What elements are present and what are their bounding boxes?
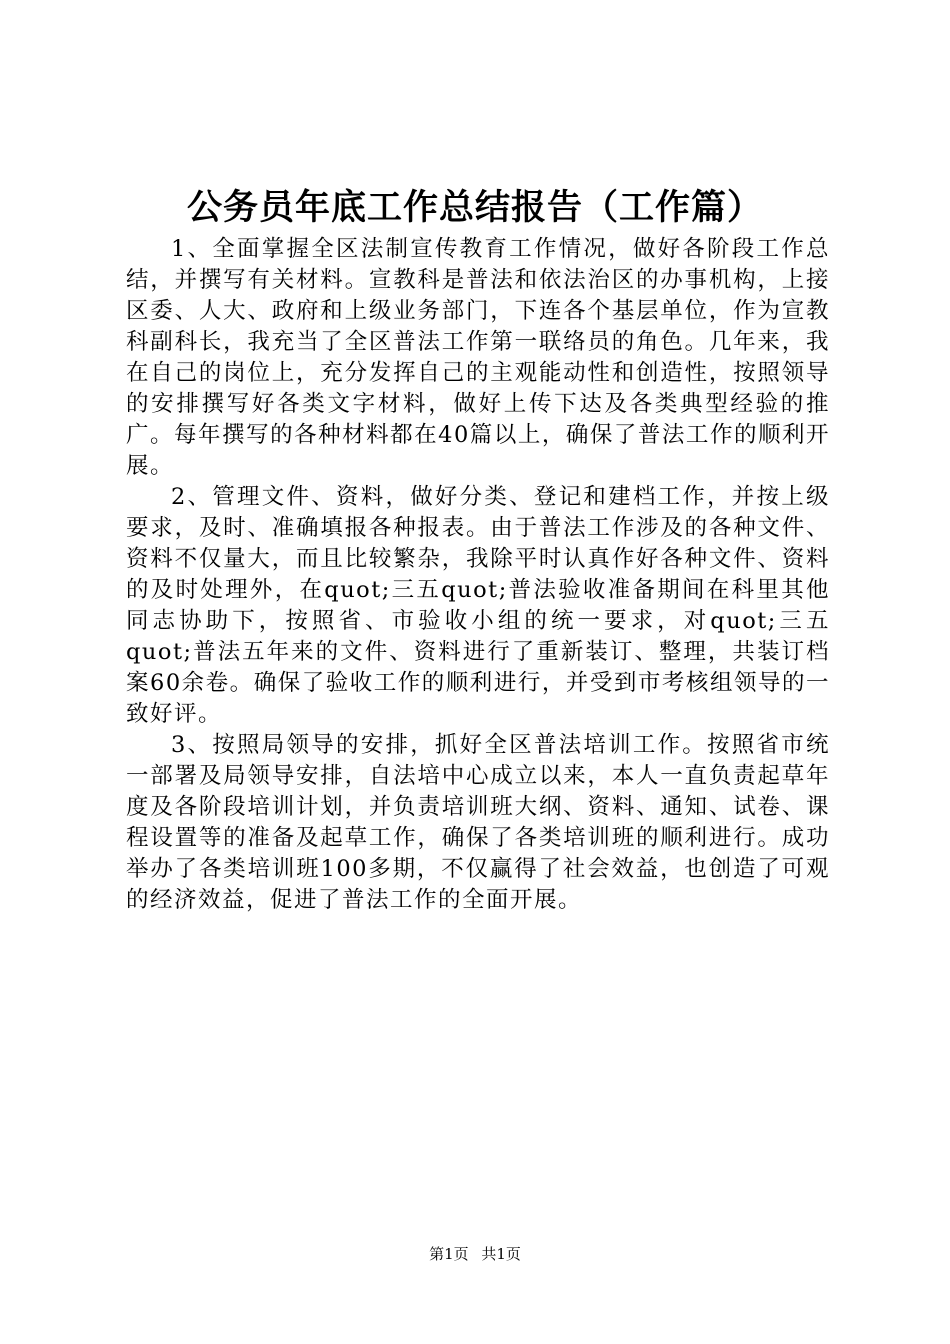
page-footer [0,1242,950,1266]
paragraph-2: 2、管理文件、资料，做好分类、登记和建档工作，并按上级要求，及时、准确填报各种报表。由于普法工作涉及的各种文件、资料不仅量大，而且比较繁杂，我除平时认真作好各种文件、资料的及时处理外，在quot;三五quot;普法验收准备期间在科里其他同志协助下，按照省、市验收小组的统一要求，对quot;三五quot;普法五年来的文件、资料进行了重新装订、整理，共装订档案60余卷。确保了验收工作的顺利进行，并受到市考核组领导的一致好评。 [126,484,830,727]
paragraph-3: 3、按照局领导的安排，抓好全区普法培训工作。按照省市统一部署及局领导安排，自法培中心成立以来，本人一直负责起草年度及各阶段培训计划，并负责培训班大纲、资料、通知、试卷、课程设置等的准备及起草工作，确保了各类培训班的顺利进行。成功举办了各类培训班100多期，不仅赢得了社会效益，也创造了可观的经济效益，促进了普法工作的全面开展。 [126,732,830,913]
page-number-total: 共1页 [481,1245,521,1263]
document-body [126,234,830,916]
page-number-current: 第1页 [429,1245,469,1263]
document-title: 公务员年底工作总结报告（工作篇） [186,187,763,228]
paragraph-1: 1、全面掌握全区法制宣传教育工作情况，做好各阶段工作总结，并撰写有关材料。宣教科是普法和依法治区的办事机构，上接区委、人大、政府和上级业务部门，下连各个基层单位，作为宣教科副科长，我充当了全区普法工作第一联络员的角色。几年来，我在自己的岗位上，充分发挥自己的主观能动性和创造性，按照领导的安排撰写好各类文字材料，做好上传下达及各类典型经验的推广。每年撰写的各种材料都在40篇以上，确保了普法工作的顺利开展。 [126,236,830,479]
